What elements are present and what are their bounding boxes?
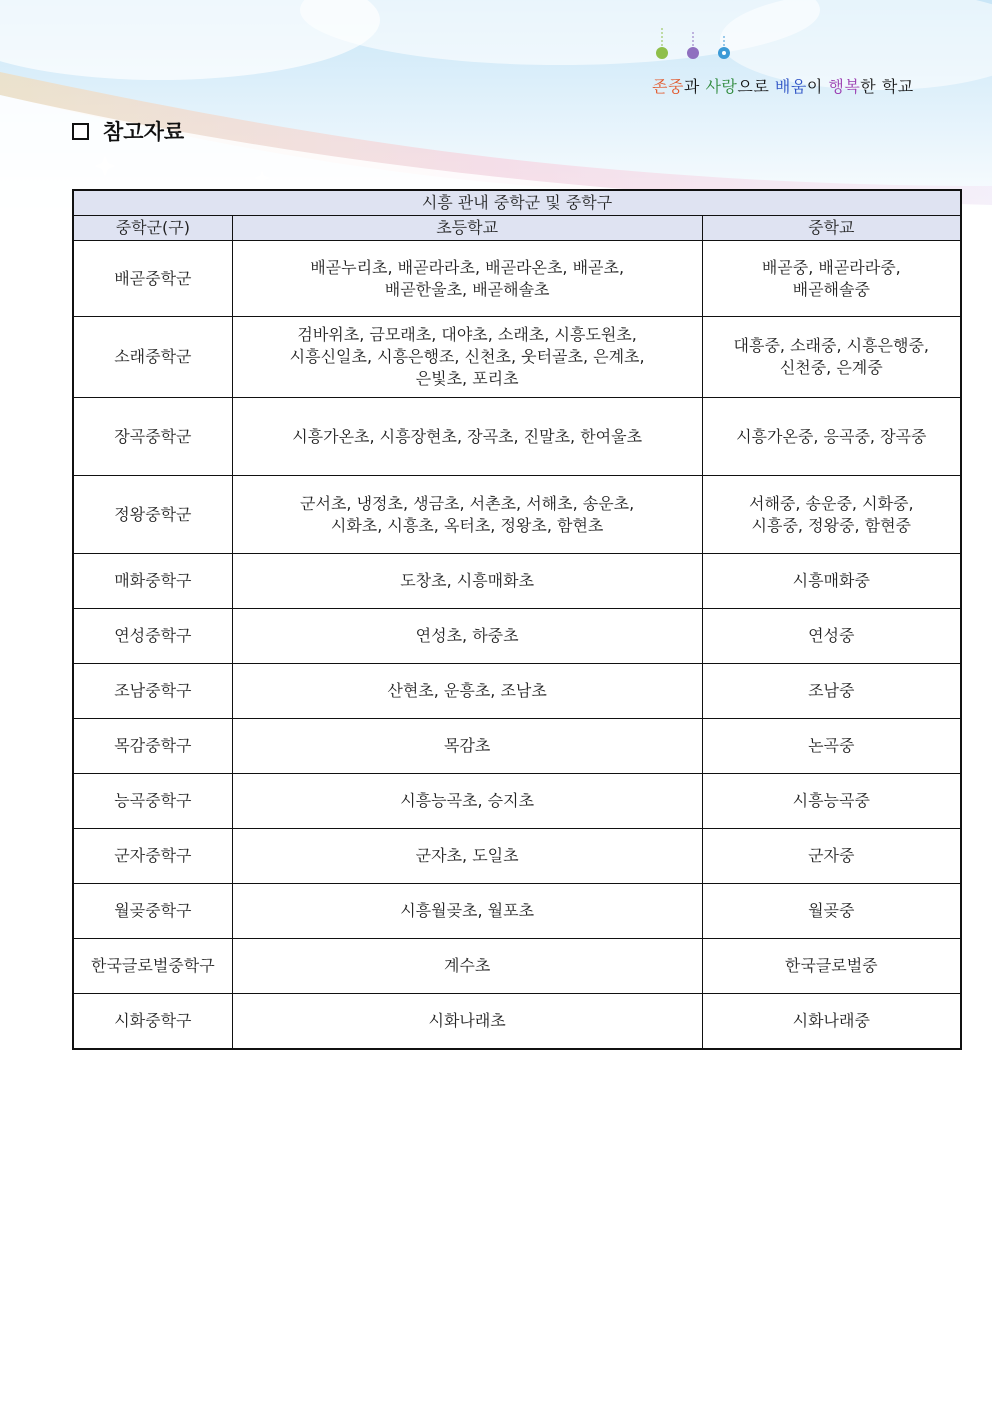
motto-part: 한 학교 [860,77,914,96]
elementary-line: 시흥능곡초, 승지초 [400,791,535,810]
elementary-cell [232,609,702,664]
table-row [73,719,961,774]
elementary-line: 산현초, 운흥초, 조남초 [387,681,547,700]
middle-line: 신천중, 은계중 [779,358,883,377]
middle-line: 배곧해솔중 [792,279,870,299]
middle-line: 시흥중, 정왕중, 함현중 [751,515,911,535]
elementary-line: 배곧누리초, 배곧라라초, 배곧라온초, 배곧초, [310,257,625,277]
middle-line: 논곡중 [808,736,855,755]
table-row [73,884,961,939]
table-row [73,829,961,884]
district-name: 목감중학구 [114,736,192,755]
elementary-line: 도창초, 시흥매화초 [400,571,535,590]
elementary-cell [232,241,702,317]
district-name: 정왕중학군 [114,504,192,524]
district-cell [73,664,232,719]
middle-cell [702,609,961,664]
table-caption: 시흥 관내 중학군 및 중학구 [73,190,961,216]
elementary-cell [232,829,702,884]
district-name: 매화중학구 [114,571,192,590]
header-district: 중학군(구) [73,216,232,241]
middle-cell [702,829,961,884]
middle-line: 시흥가온중, 응곡중, 장곡중 [736,426,927,446]
district-cell [73,939,232,994]
middle-cell [702,939,961,994]
motto-part: 존중 [652,77,684,96]
district-cell [73,554,232,609]
elementary-cell [232,884,702,939]
elementary-cell [232,994,702,1049]
middle-line: 군자중 [808,846,855,865]
district-name: 월곶중학구 [114,901,192,920]
district-cell [73,994,232,1049]
table-body [73,241,961,1049]
middle-cell [702,317,961,398]
motto-part: 으로 [737,77,775,96]
district-cell [73,476,232,554]
elementary-line: 목감초 [443,736,491,755]
elementary-line: 시화나래초 [428,1010,506,1030]
elementary-cell [232,476,702,554]
district-cell [73,317,232,398]
middle-cell [702,398,961,476]
header-middle: 중학교 [702,216,961,241]
district-name: 조남중학구 [114,681,192,700]
middle-line: 시화나래중 [792,1010,870,1030]
elementary-cell [232,664,702,719]
middle-cell [702,719,961,774]
middle-cell [702,554,961,609]
middle-line: 시흥능곡중 [792,791,870,810]
table-row [73,317,961,398]
district-name: 시화중학구 [114,1010,192,1030]
middle-cell [702,664,961,719]
district-cell [73,241,232,317]
table-row [73,939,961,994]
district-name: 장곡중학군 [114,426,192,446]
middle-cell [702,774,961,829]
middle-line: 배곧중, 배곧라라중, [761,257,901,277]
elementary-cell [232,939,702,994]
middle-cell [702,884,961,939]
middle-cell [702,994,961,1049]
school-motto [652,74,914,97]
motto-part: 사랑 [705,77,738,96]
district-name: 소래중학군 [114,347,192,366]
elementary-line: 검바위초, 금모래초, 대야초, 소래초, 시흥도원초, [297,325,637,344]
elementary-line: 시흥신일초, 시흥은행조, 신천초, 웃터골초, 은계초, [289,347,645,366]
elementary-line: 계수초 [443,956,491,975]
district-cell [73,609,232,664]
elementary-line: 군자초, 도일초 [415,846,519,865]
middle-line: 서해중, 송운중, 시화중, [749,493,914,513]
table-row [73,241,961,317]
district-cell [73,884,232,939]
table-row [73,994,961,1049]
table-row [73,398,961,476]
elementary-line: 시흥월곶초, 월포초 [400,901,535,920]
district-cell [73,774,232,829]
district-name: 능곡중학구 [114,791,192,810]
motto-part: 행복 [828,77,861,96]
middle-cell [702,476,961,554]
elementary-line: 군서초, 냉정초, 생금초, 서촌초, 서해초, 송운초, [300,493,635,513]
elementary-cell [232,317,702,398]
middle-line: 대흥중, 소래중, 시흥은행중, [733,336,929,355]
table-row [73,554,961,609]
motto-part: 과 [683,77,706,96]
middle-line: 시흥매화중 [792,571,870,590]
elementary-cell [232,398,702,476]
dot-green [656,47,668,59]
section-heading [72,116,184,146]
header-elementary: 초등학교 [232,216,702,241]
middle-line: 조남중 [808,681,855,700]
dot-purple [687,47,699,59]
table-row [73,774,961,829]
decorative-dots [648,28,738,64]
table-row [73,476,961,554]
table-row [73,609,961,664]
district-cell [73,398,232,476]
table-row [73,664,961,719]
elementary-line: 은빛초, 포리초 [415,369,519,388]
elementary-cell [232,719,702,774]
district-name: 군자중학구 [114,846,192,865]
section-title: 참고자료 [103,119,185,144]
district-name: 연성중학구 [114,626,192,645]
elementary-line: 시화초, 시흥초, 옥터초, 정왕초, 함현초 [330,515,604,535]
district-cell [73,829,232,884]
middle-cell [702,241,961,317]
middle-line: 월곶중 [808,901,855,920]
elementary-line: 배곧한울초, 배곧해솔초 [384,279,550,299]
district-name: 배곧중학군 [114,268,192,288]
elementary-line: 시흥가온초, 시흥장현초, 장곡초, 진말초, 한여울초 [292,426,643,446]
empty-square-icon [72,123,89,140]
elementary-line: 연성초, 하중초 [415,626,519,645]
middle-line: 한국글로벌중 [784,956,878,975]
middle-line: 연성중 [808,626,855,645]
motto-part: 이 [806,77,829,96]
district-cell [73,719,232,774]
elementary-cell [232,774,702,829]
district-name: 한국글로벌중학구 [91,956,215,975]
elementary-cell [232,554,702,609]
motto-part: 배움 [774,77,807,96]
school-district-table [72,189,962,1050]
